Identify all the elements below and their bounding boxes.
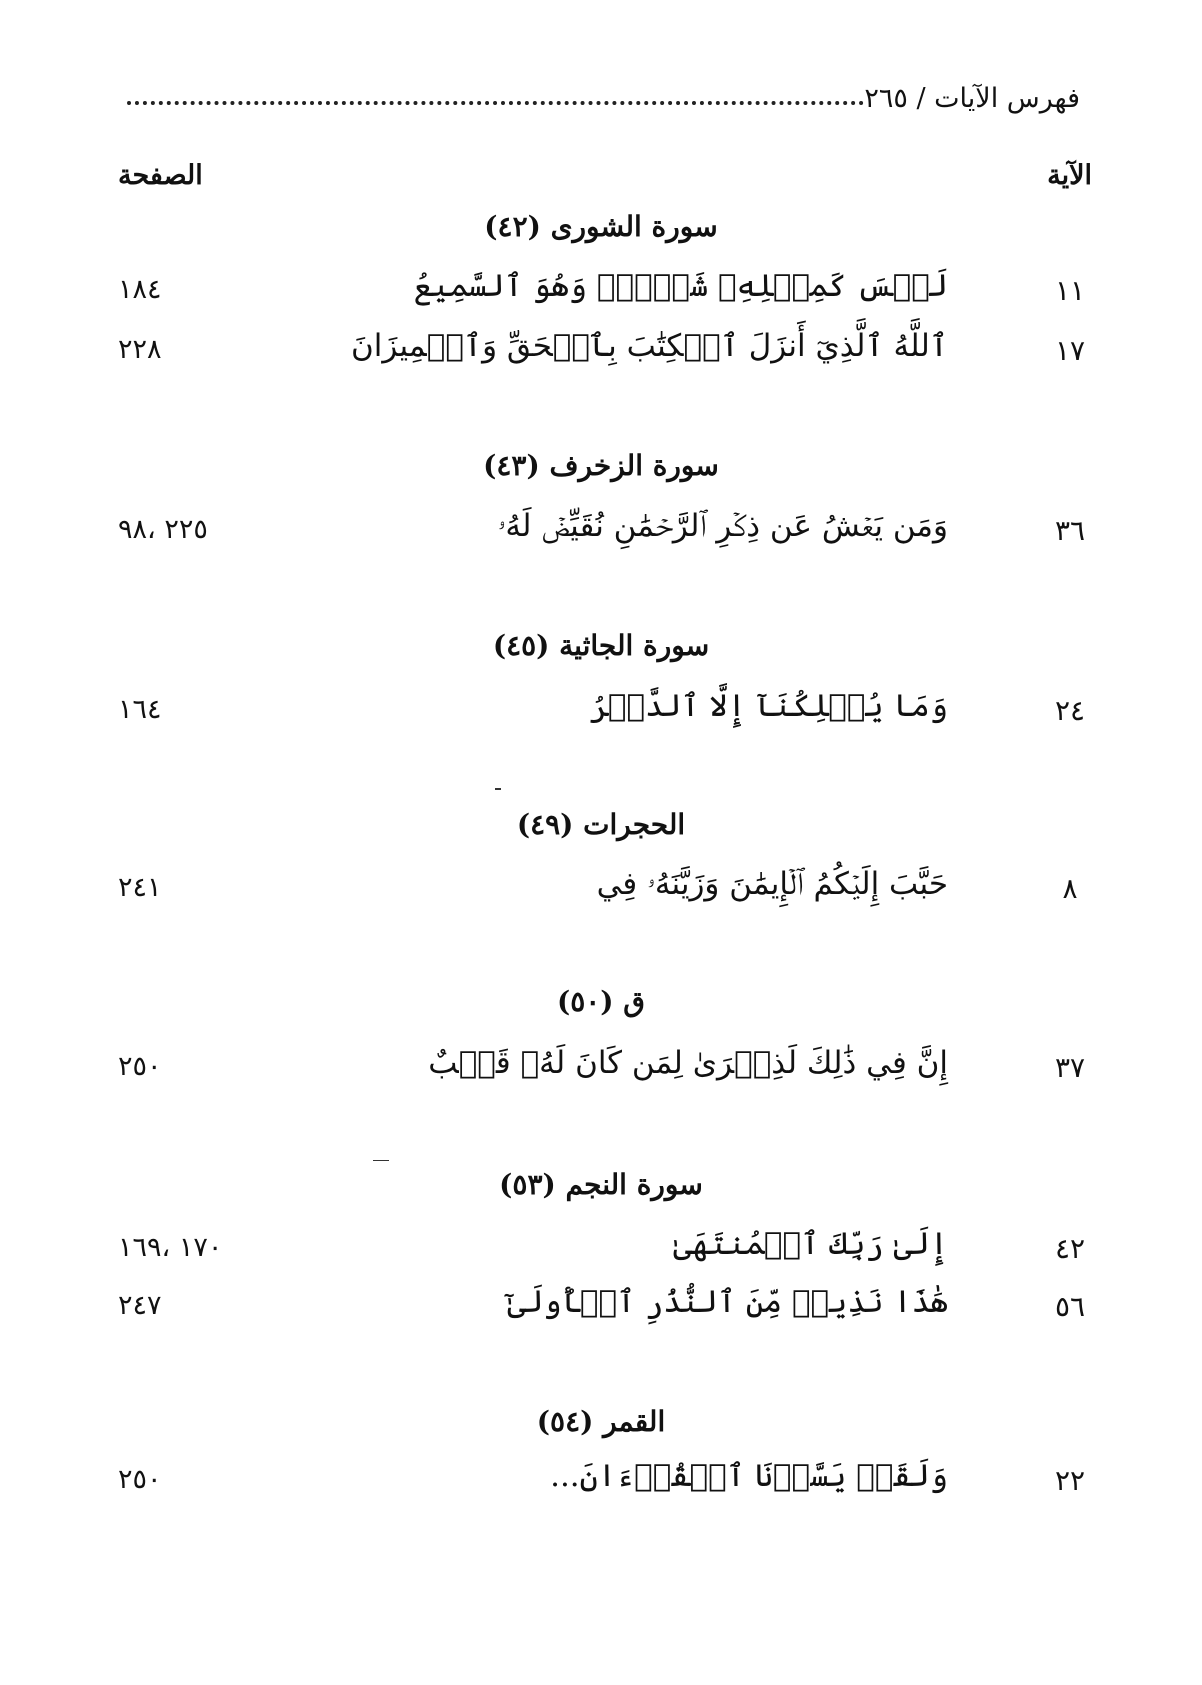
verse-text: لَيۡسَ كَمِثۡلِهِۦ شَيۡءٞۖ وَهُوَ ٱلسَّمِيعُ [413, 268, 948, 304]
verse-number: ٥٦ [1054, 1290, 1086, 1323]
verse-text: إِلَىٰ رَبِّكَ ٱلۡمُنتَهَىٰ [673, 1226, 948, 1262]
verse-number: ١١ [1054, 274, 1086, 307]
verse-column-heading: الآية [1047, 160, 1092, 191]
index-entry [100, 268, 1100, 316]
verse-number: ٨ [1062, 872, 1078, 905]
index-entry [100, 1458, 1100, 1506]
print-speck [495, 788, 501, 790]
page-reference: ١٨٤ [118, 274, 162, 305]
verse-number: ٣٧ [1054, 1051, 1086, 1084]
surah-heading: الحجرات (٤٩) [516, 808, 686, 841]
index-entry [100, 1284, 1100, 1332]
index-entry [100, 508, 1100, 556]
running-title: فهرس الآيات / ٢٦٥ [864, 82, 1080, 114]
verse-text: وَلَقَدۡ يَسَّرۡنَا ٱلۡقُرۡءَانَ... [550, 1458, 948, 1494]
running-header [115, 78, 1080, 118]
page-column-heading: الصفحة [118, 160, 203, 191]
surah-heading: سورة الشورى (٤٢) [484, 210, 718, 243]
page-reference: ٢٤١ [118, 872, 162, 903]
surah-heading: سورة الجاثية (٤٥) [492, 629, 710, 662]
page-reference: ٢٥٠ [118, 1051, 162, 1082]
verse-number: ١٧ [1054, 334, 1086, 367]
verse-number: ٢٤ [1054, 694, 1086, 727]
page-reference: ٢٢٨ [118, 334, 162, 365]
verse-text: وَمَن يَعۡشُ عَن ذِكۡرِ ٱلرَّحۡمَٰنِ نُقَيِّضۡ لَهُۥ [497, 508, 948, 544]
index-entry [100, 866, 1100, 914]
verse-text: إِنَّ فِي ذَٰلِكَ لَذِكۡرَىٰ لِمَن كَانَ لَهُۥ قَلۡبٌ [428, 1045, 948, 1081]
verse-number: ٢٢ [1054, 1464, 1086, 1497]
page-reference: ١٧٠ ،١٦٩ [118, 1232, 223, 1263]
verse-text: وَمَا يُهۡلِكُنَآ إِلَّا ٱلدَّهۡرُ [589, 688, 948, 724]
verse-text: حَبَّبَ إِلَيۡكُمُ ٱلۡإِيمَٰنَ وَزَيَّنَهُۥ فِي [596, 866, 948, 902]
verse-number: ٤٢ [1054, 1232, 1086, 1265]
page-reference: ٢٥٠ [118, 1464, 162, 1495]
surah-heading: القمر (٥٤) [536, 1405, 666, 1438]
surah-heading: ق (٥٠) [556, 985, 646, 1018]
page-reference: ١٦٤ [118, 694, 162, 725]
surah-heading: سورة النجم (٥٣) [499, 1168, 703, 1201]
index-entry [100, 1226, 1100, 1274]
index-entry [100, 1045, 1100, 1093]
dotted-leader [127, 91, 864, 105]
page-reference: ٢٤٧ [118, 1290, 162, 1321]
verse-number: ٣٦ [1054, 514, 1086, 547]
index-entry [100, 688, 1100, 736]
surah-heading: سورة الزخرف (٤٣) [483, 449, 719, 482]
verse-text: هَٰذَا نَذِيرٞ مِّنَ ٱلنُّذُرِ ٱلۡأُولَىٰٓ [507, 1284, 948, 1320]
print-speck [373, 1160, 389, 1161]
verse-text: ٱللَّهُ ٱلَّذِيٓ أَنزَلَ ٱلۡكِتَٰبَ بِٱلۡحَقِّ وَٱلۡمِيزَانَ [350, 328, 948, 364]
page-reference: ٢٢٥ ،٩٨ [118, 514, 208, 545]
index-entry [100, 328, 1100, 376]
